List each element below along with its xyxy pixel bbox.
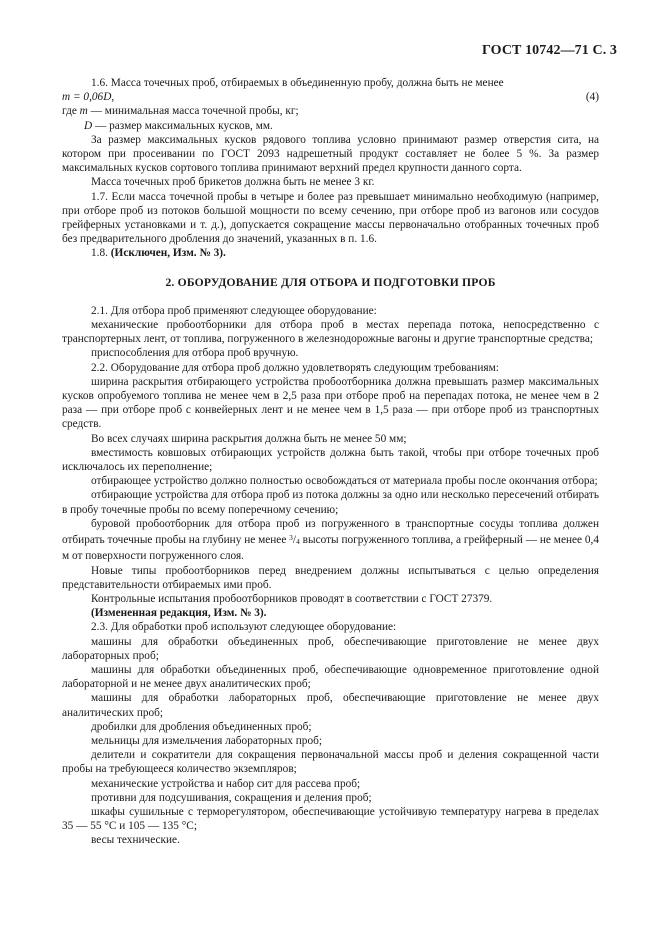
paragraph-2-3: 2.3. Для обработки проб используют следующее оборудование: — [91, 621, 397, 634]
formula-d-variable: D — [103, 91, 112, 104]
paragraph-2-3-a: машины для обработки объединенных проб, обеспечивающие приготовление не менее двух лабораторных проб; — [62, 635, 599, 662]
paragraph-briquettes: Масса точечных проб брикетов должна быть не менее 3 кг. — [91, 176, 375, 189]
paragraph-2-3-f: делители и сократители для сокращения первоначальной массы проб и деления сокращенной части пробы на требующееся количество экземпляров; — [62, 749, 599, 776]
paragraph-2-3-j: весы технические. — [91, 834, 180, 847]
paragraph-2-3-i: шкафы сушильные с терморегулятором, обеспечивающие устойчивую температуру нагрева в пределах 35 — 55 °С и 105 — 135 °С; — [62, 805, 599, 833]
paragraph-2-2-d: отбирающее устройство должно полностью освобождаться от материала пробы после окончания отбора; — [91, 475, 598, 488]
equation-number: (4) — [585, 91, 599, 104]
where-d-variable: D — [84, 119, 93, 132]
paragraph-2-1: 2.1. Для отбора проб применяют следующее оборудование: — [91, 304, 377, 317]
paragraph-2-2-f-end: высоты погруженного топлива, а грейферный — не менее 0,4 м от поверхности погруженного слоя. — [62, 534, 599, 563]
formula-4 — [62, 90, 599, 104]
where-prefix: где — [62, 105, 80, 118]
paragraph-2-3-d: дробилки для дробления объединенных проб; — [91, 720, 312, 733]
paragraph-2-3-e: мельницы для измельчения лабораторных проб; — [91, 734, 322, 747]
page-content — [62, 76, 599, 848]
paragraph-2-2-g: Новые типы пробоотборников перед внедрением должны испытываться с целью определения представительности отбираемых ими проб. — [62, 564, 599, 591]
paragraph-2-2-amendment: (Измененная редакция, Изм. № 3). — [91, 607, 267, 620]
paragraph-1-6: 1.6. Масса точечных проб, отбираемых в объединенную пробу, должна быть не менее — [91, 77, 504, 89]
formula-comma: , — [111, 91, 115, 104]
fraction-three-quarters: $^3/_4$ — [289, 533, 300, 547]
paragraph-2-2-f-start: буровой пробоотборник для отбора проб из погруженного в транспортные сосуды топлива должен отбирать точечные пробы на глубину не менее — [62, 517, 599, 547]
paragraph-2-2-f — [62, 517, 599, 564]
paragraph-2-3-g: механические устройства и набор сит для рассева проб; — [91, 777, 361, 790]
fraction-numerator: 3 — [289, 533, 293, 543]
paragraph-2-3-c: машины для обработки лабораторных проб, обеспечивающие приготовление не менее двух аналитических проб; — [62, 692, 599, 719]
paragraph-2-2-b: Во всех случаях ширина раскрытия должна быть не менее 50 мм; — [91, 432, 407, 445]
where-d-definition — [62, 119, 599, 133]
paragraph-2-1-b: приспособления для отбора проб вручную. — [91, 347, 299, 360]
paragraph-2-2-h: Контрольные испытания пробоотборников проводят в соответствии с ГОСТ 27379. — [91, 592, 493, 605]
fraction-denominator: 4 — [296, 537, 300, 547]
paragraph-2-2-e: отбирающие устройства для отбора проб из потока должны за одно или несколько пересечений отбирать в пробу точечные пробы по всему поперечному сечению; — [62, 489, 599, 516]
paragraph-2-2: 2.2. Оборудование для отбора проб должно удовлетворять следующим требованиям: — [91, 361, 499, 374]
paragraph-2-2-a: ширина раскрытия отбирающего устройства пробоотборника должна превышать размер максимальных кусков опробуемого топлива не менее чем в 2,5 раза при отборе проб на перепадах потока, не менее чем в 2 раза — при отборе проб с конвейерных лент и не менее чем в 1,5 раза — при отборе проб из транспортных средств. — [62, 375, 599, 431]
paragraph-1-8-excluded: (Исключен, Изм. № 3). — [110, 247, 226, 260]
where-m-text: — минимальная масса точечной пробы, кг; — [87, 105, 299, 118]
section-2-heading: 2. ОБОРУДОВАНИЕ ДЛЯ ОТБОРА И ПОДГОТОВКИ ПРОБ — [165, 275, 496, 289]
where-d-text: — размер максимальных кусков, мм. — [92, 119, 273, 132]
paragraph-max-sizes: За размер максимальных кусков рядового топлива условно принимают размер отверстия сита, на котором при просеивании по ГОСТ 2093 надрешетный продукт составляет не более 5 %. За размер максимальных кусков сортового топлива принимают верхний предел крупности данного сорта. — [62, 133, 599, 175]
page-header: ГОСТ 10742—71 С. 3 — [482, 43, 617, 58]
paragraph-1-8 — [62, 246, 599, 260]
formula-expression — [62, 90, 114, 104]
where-m-variable: m — [79, 105, 88, 118]
paragraph-1-7: 1.7. Если масса точечной пробы в четыре и более раз превышает минимально необходимую (например, при отборе проб из потоков большой мощности по всему сечению, при отборе проб из вагонов или сосудов грейферных установками и т. д.), допускается сокращение массы первоначально отобранных точечных проб без предварительного дробления до значений, указанных в п. 1.6. — [62, 190, 599, 246]
formula-lhs: m = 0,06 — [62, 91, 104, 104]
paragraph-1-8-number: 1.8. — [91, 247, 111, 260]
paragraph-2-1-a: механические пробоотборники для отбора проб в местах перепада потока, непосредственно с транспортерных лент, от топлива, погруженного в железнодорожные вагоны и другие транспортные средства; — [62, 319, 599, 346]
paragraph-2-3-h: противни для подсушивания, сокращения и деления проб; — [91, 791, 372, 804]
paragraph-2-3-b: машины для обработки объединенных проб, обеспечивающие одновременное приготовление одной лабораторной и не менее двух аналитических проб; — [62, 663, 599, 691]
paragraph-2-2-c: вместимость ковшовых отбирающих устройств должна быть такой, чтобы при отборе точечных проб исключалось их переполнение; — [62, 446, 599, 474]
where-m-definition — [62, 104, 599, 118]
